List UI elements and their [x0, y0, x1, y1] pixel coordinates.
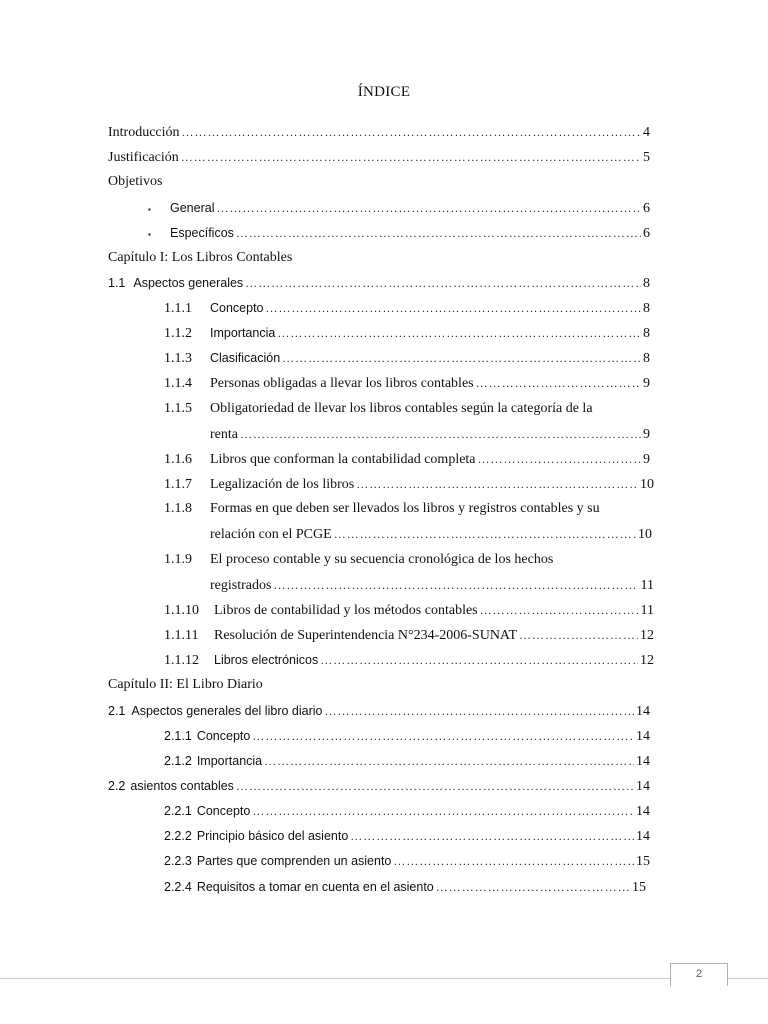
- toc-section-number: 2.2: [108, 779, 126, 793]
- toc-entry-1-1-12[interactable]: [164, 651, 654, 670]
- toc-page-number: 12: [640, 628, 654, 643]
- toc-label: Formas en que deben ser llevados los libros y registros contables y su: [210, 501, 600, 516]
- dot-leader: [264, 752, 634, 770]
- footer-rule: [0, 978, 670, 979]
- toc-page-number: 8: [643, 276, 650, 291]
- toc-page-number: 6: [643, 201, 650, 216]
- toc-page-number: 9: [643, 376, 650, 391]
- dot-leader: [216, 199, 641, 217]
- toc-page-number: 4: [643, 125, 650, 140]
- toc-section-number: 1.1.10: [164, 603, 199, 618]
- toc-section-number: 1.1.8: [164, 501, 192, 516]
- dot-leader: [324, 702, 634, 720]
- toc-label: relación con el PCGE: [210, 527, 332, 542]
- toc-label: Capítulo I: Los Libros Contables: [108, 250, 293, 265]
- toc-section-number: 1.1.9: [164, 552, 192, 567]
- toc-entry-2-2-2[interactable]: [164, 827, 650, 846]
- toc-page-number: 14: [636, 829, 650, 844]
- toc-section-number: 2.2.3: [164, 854, 192, 868]
- toc-entry-1-1-10[interactable]: [164, 601, 654, 620]
- toc-section-number: 1.1.4: [164, 376, 192, 391]
- toc-entry-1-1-11[interactable]: [164, 626, 654, 645]
- footer-rule-right: [727, 978, 768, 979]
- toc-section-number: 2.1.2: [164, 754, 192, 768]
- toc-label: Concepto: [210, 301, 264, 315]
- toc-page-number: 14: [636, 804, 650, 819]
- toc-label: General: [170, 201, 215, 215]
- toc-page-number: 11: [640, 603, 654, 618]
- toc-page-number: 14: [636, 779, 650, 794]
- toc-entry-2-1[interactable]: [108, 702, 650, 721]
- toc-page-number: 5: [643, 150, 650, 165]
- toc-label: Concepto: [196, 729, 251, 743]
- toc-label: Justificación: [108, 150, 179, 165]
- toc-label: Resolución de Superintendencia N°234-2006-SUNAT: [214, 628, 518, 643]
- toc-entry-2-2[interactable]: [108, 777, 650, 796]
- toc-section-number: 1.1.3: [164, 351, 192, 366]
- toc-section-number: 2.1.1: [164, 729, 192, 743]
- toc-entry-introduccion[interactable]: [108, 123, 650, 142]
- toc-label: Requisitos a tomar en cuenta en el asiento: [196, 880, 434, 894]
- dot-leader: [350, 827, 634, 845]
- dot-leader: [273, 576, 638, 594]
- toc-label: Obligatoriedad de llevar los libros contables según la categoría de la: [210, 401, 593, 416]
- toc-page-number: 6: [643, 226, 650, 241]
- dot-leader: [182, 123, 641, 141]
- footer-page-number: 2: [670, 963, 728, 986]
- toc-entry-2-1-2[interactable]: [164, 752, 650, 771]
- toc-label: Personas obligadas a llevar los libros contables: [210, 376, 474, 391]
- dot-leader: [245, 274, 641, 292]
- toc-label: Clasificación: [210, 351, 281, 365]
- toc-section-number: 1.1.2: [164, 326, 192, 341]
- toc-label: Importancia: [210, 326, 276, 340]
- toc-entry-1-1-6[interactable]: [164, 450, 650, 469]
- toc-label: Objetivos: [108, 174, 163, 189]
- dot-leader: [282, 349, 641, 367]
- toc-label: Libros que conforman la contabilidad completa: [210, 452, 476, 467]
- toc-label: Partes que comprenden un asiento: [196, 854, 392, 868]
- toc-section-number: 1.1.6: [164, 452, 192, 467]
- toc-entry-especificos[interactable]: [148, 224, 650, 244]
- toc-section-number: 2.2.4: [164, 880, 192, 894]
- dot-leader: [480, 601, 639, 619]
- toc-entry-1-1-7[interactable]: [164, 475, 654, 494]
- toc-entry-1-1-4[interactable]: [164, 374, 650, 393]
- dot-leader: [277, 324, 641, 342]
- toc-label: Libros de contabilidad y los métodos contables: [214, 603, 478, 618]
- toc-label: asientos contables: [130, 779, 234, 793]
- bullet-icon: ▪: [148, 230, 151, 239]
- toc-chapter-1[interactable]: [108, 249, 292, 267]
- toc-page-number: 12: [640, 653, 654, 668]
- toc-section-number: 2.2.1: [164, 804, 192, 818]
- toc-page-number: 11: [640, 578, 654, 593]
- toc-section-number: 1.1.11: [164, 628, 199, 643]
- toc-label: renta: [210, 427, 238, 442]
- toc-label: El proceso contable y su secuencia cronológica de los hechos: [210, 552, 554, 567]
- toc-label: Introducción: [108, 125, 180, 140]
- toc-entry-2-2-1[interactable]: [164, 802, 650, 821]
- dot-leader: [334, 525, 636, 543]
- toc-entry-2-2-4[interactable]: [164, 878, 646, 897]
- toc-page-number: 14: [636, 729, 650, 744]
- dot-leader: [519, 626, 638, 644]
- toc-entry-1-1-9[interactable]: [164, 551, 553, 569]
- dot-leader: [476, 374, 641, 392]
- dot-leader: [320, 651, 638, 669]
- dot-leader: [356, 475, 638, 493]
- toc-page-number: 9: [643, 427, 650, 442]
- toc-page-number: 8: [643, 301, 650, 316]
- toc-entry-2-2-3[interactable]: [164, 852, 650, 871]
- toc-section-number: 1.1: [108, 276, 126, 290]
- dot-leader: [478, 450, 641, 468]
- toc-entry-1-1-8[interactable]: [164, 500, 600, 518]
- toc-entry-1-1-8-cont[interactable]: [210, 525, 652, 544]
- page-title: ÍNDICE: [357, 84, 411, 100]
- toc-entry-1-1-3[interactable]: [164, 349, 650, 368]
- toc-entry-1-1-5-cont[interactable]: [210, 425, 650, 444]
- toc-label: Importancia: [196, 754, 263, 768]
- toc-entry-1-1-2[interactable]: [164, 324, 650, 343]
- dot-leader: [181, 148, 641, 166]
- toc-chapter-2[interactable]: [108, 676, 263, 694]
- toc-page-number: 9: [643, 452, 650, 467]
- toc-section-number: 1.1.1: [164, 301, 192, 316]
- toc-section-number: 2.1: [108, 704, 126, 718]
- toc-entry-1-1-9-cont[interactable]: [210, 576, 654, 595]
- toc-section-number: 1.1.5: [164, 401, 192, 416]
- toc-label: Libros electrónicos: [214, 653, 319, 667]
- toc-page-number: 8: [643, 326, 650, 341]
- dot-leader: [436, 878, 630, 896]
- toc-entry-general[interactable]: [148, 199, 650, 219]
- bullet-icon: ▪: [148, 205, 151, 214]
- toc-label: Legalización de los libros: [210, 477, 355, 492]
- dot-leader: [252, 802, 634, 820]
- toc-page-number: 8: [643, 351, 650, 366]
- toc-page-number: 10: [638, 527, 652, 542]
- dot-leader: [252, 727, 634, 745]
- toc-page-number: 14: [636, 754, 650, 769]
- toc-label: Principio básico del asiento: [196, 829, 349, 843]
- dot-leader: [266, 299, 641, 317]
- toc-entry-2-1-1[interactable]: [164, 727, 650, 746]
- toc-label: registrados: [210, 578, 272, 593]
- toc-section-number: 2.2.2: [164, 829, 192, 843]
- toc-entry-justificacion[interactable]: [108, 148, 650, 167]
- dot-leader: [393, 852, 634, 870]
- toc-entry-1-1-1[interactable]: [164, 299, 650, 318]
- dot-leader: [236, 224, 641, 242]
- toc-page-number: 14: [636, 704, 650, 719]
- toc-entry-objetivos[interactable]: [108, 173, 162, 191]
- toc-section-number: 1.1.7: [164, 477, 192, 492]
- toc-entry-1-1-5[interactable]: [164, 400, 593, 418]
- toc-page-number: 10: [640, 477, 654, 492]
- dot-leader: [240, 425, 641, 443]
- toc-entry-1-1[interactable]: [108, 274, 650, 293]
- toc-page-number: 15: [632, 880, 646, 895]
- toc-label: Aspectos generales: [133, 276, 244, 290]
- toc-label: Capítulo II: El Libro Diario: [108, 677, 263, 692]
- toc-section-number: 1.1.12: [164, 653, 199, 668]
- toc-page-number: 15: [636, 854, 650, 869]
- toc-label: Específicos: [170, 226, 234, 240]
- toc-label: Aspectos generales del libro diario: [131, 704, 323, 718]
- toc-label: Concepto: [196, 804, 251, 818]
- dot-leader: [236, 777, 634, 795]
